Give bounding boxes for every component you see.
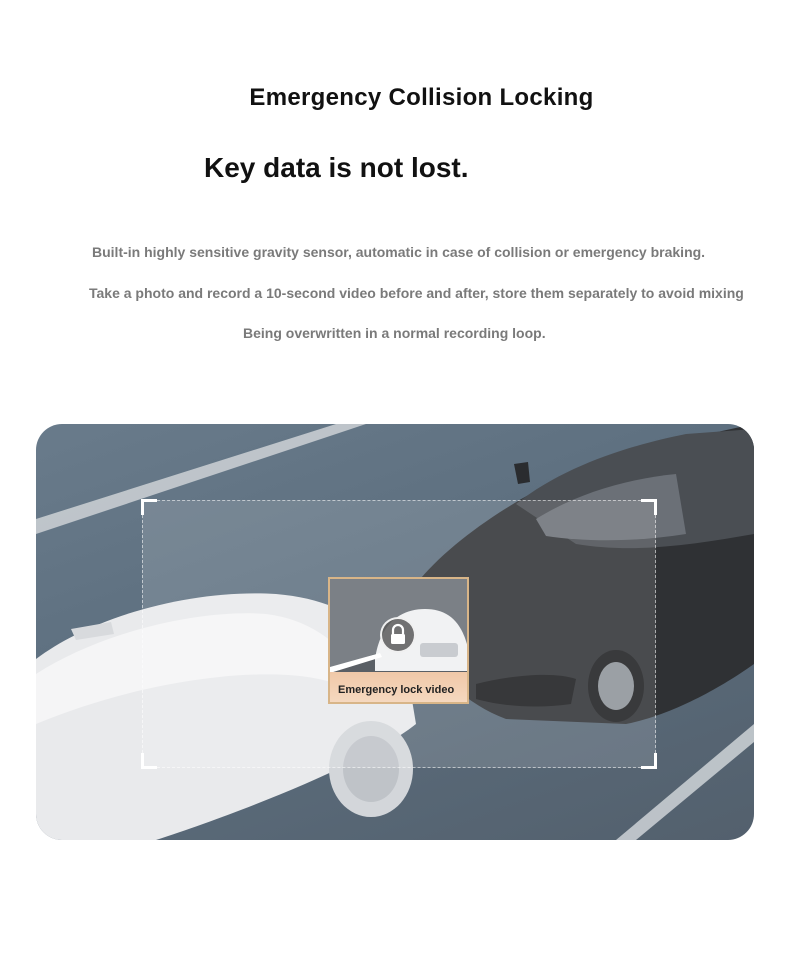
page-title: Emergency Collision Locking [249,84,594,111]
thumbnail-label: Emergency lock video [338,684,455,696]
description-line-1: Built-in highly sensitive gravity sensor, automatic in case of collision or emergency braking. [92,244,706,260]
collision-illustration [36,424,754,840]
frame-corner-top-right [641,499,657,515]
frame-corner-top-left [141,499,157,515]
page-subtitle: Key data is not lost. [204,152,469,183]
description-line-2: Take a photo and record a 10-second video before and after, store them separately to avoid mixing [89,285,744,301]
lock-icon [380,617,416,653]
description-line-3: Being overwritten in a normal recording loop. [243,325,546,341]
thumbnail-label-bar [330,672,467,702]
emergency-video-thumbnail [328,577,469,704]
frame-corner-bottom-left [141,753,157,769]
frame-corner-bottom-right [641,753,657,769]
